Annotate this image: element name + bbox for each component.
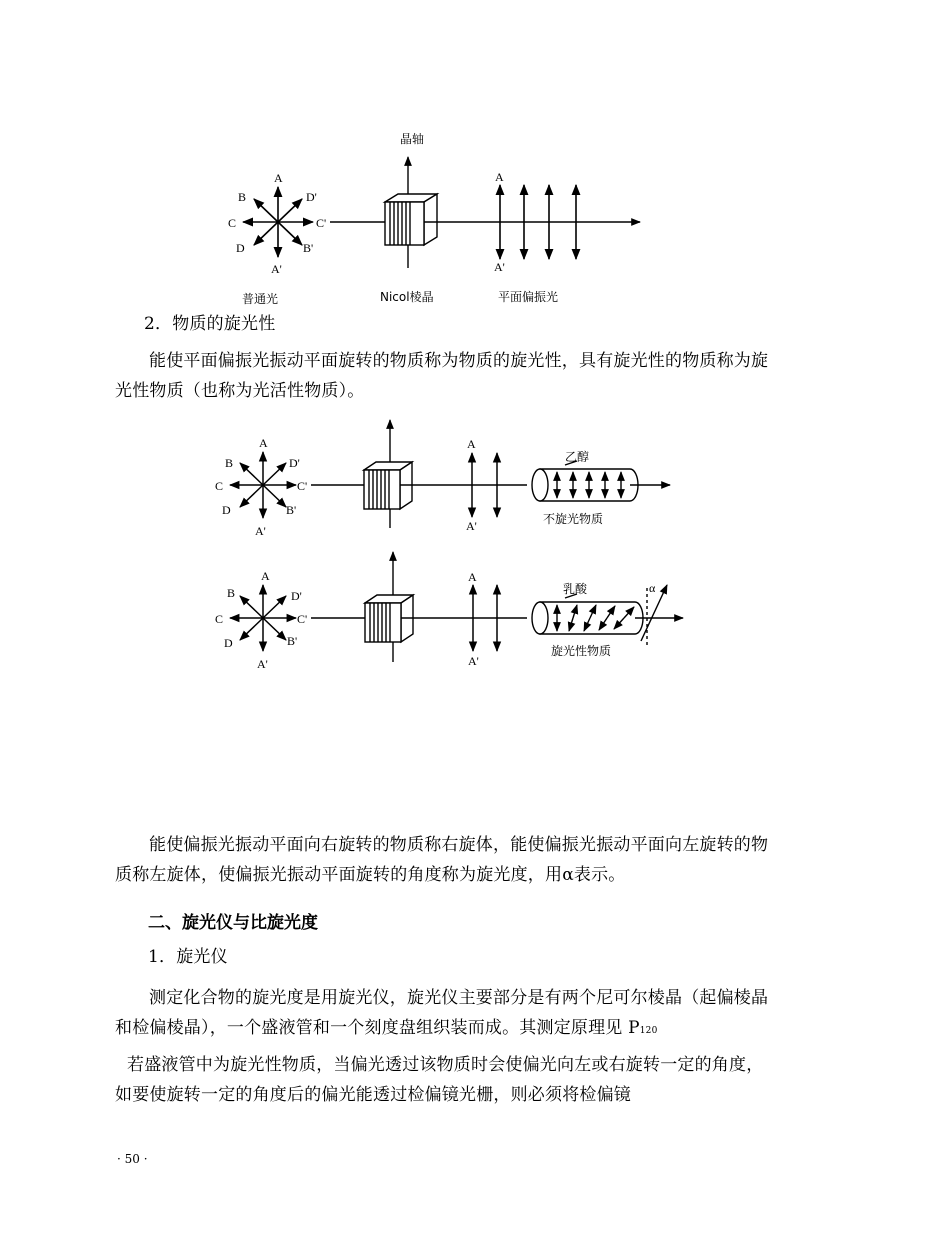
r1-label-A2: A' [255, 524, 266, 538]
tube-ethanol [532, 461, 670, 501]
r1-label-B2: B' [286, 503, 297, 517]
r1-label-B: B [225, 456, 234, 470]
prism-row1 [311, 420, 527, 528]
r2-label-B: B [227, 586, 236, 600]
label-D: D [236, 241, 245, 255]
r1-label-D: D [222, 503, 231, 517]
vib-label-top: A [495, 170, 504, 184]
non-optical-label: 不旋光物质 [543, 512, 604, 526]
r1-label-A: A [259, 436, 268, 450]
page-number: · 50 · [117, 1152, 148, 1166]
label-B2: B' [303, 241, 314, 255]
page-reference: 120 [639, 1026, 658, 1036]
r2-label-D2: D' [291, 589, 302, 603]
subsection-title-polarimeter: 1．旋光仪 [148, 947, 228, 967]
r2-label-A: A [261, 569, 270, 583]
paragraph-polarimeter-text: 测定化合物的旋光度是用旋光仪，旋光仪主要部分是有两个尼可尔棱晶（起偏棱晶和检偏棱晶），一个盛液管和一个刻度盘组织装而成。其测定原理见 P [115, 988, 769, 1038]
label-C: C [228, 216, 237, 230]
paragraph-optical-activity: 能使平面偏振光振动平面旋转的物质称为物质的旋光性，具有旋光性的物质称为旋光性物质（也称为光活性物质）。 [115, 351, 769, 401]
nicol-prism-label: Nicol棱晶 [380, 290, 434, 304]
lactic-acid-label: 乳酸 [563, 582, 588, 596]
vib-label-bottom: A' [494, 260, 505, 274]
r2-label-C2: C' [297, 612, 308, 626]
optical-label: 旋光性物质 [551, 644, 612, 658]
r1-vib-bottom: A' [466, 519, 477, 533]
r1-label-C: C [215, 479, 224, 493]
ordinary-light-label: 普通光 [242, 292, 279, 306]
r2-label-B2: B' [287, 634, 298, 648]
ethanol-label: 乙醇 [565, 450, 590, 464]
nicol-prism [330, 157, 640, 268]
section-heading-polarimeter: 二、旋光仪与比旋光度 [148, 913, 318, 933]
alpha-label: α [649, 581, 656, 595]
r2-vib-bottom: A' [468, 654, 479, 668]
paragraph-rotation: 能使偏振光振动平面向右旋转的物质称右旋体，能使偏振光振动平面向左旋转的物质称左旋体，使偏振光振动平面旋转的角度称为旋光度，用α表示。 [115, 835, 769, 885]
figure-polarization [210, 125, 660, 310]
plane-polarized-label: 平面偏振光 [498, 290, 559, 304]
figure-optical-rotation [205, 415, 695, 680]
label-A: A [274, 171, 283, 185]
r1-label-C2: C' [297, 479, 308, 493]
crystal-axis-label: 晶轴 [400, 132, 425, 146]
label-D2: D' [306, 190, 317, 204]
r2-label-C: C [215, 612, 224, 626]
prism-row2 [311, 552, 527, 662]
r2-label-D: D [224, 636, 233, 650]
label-A2: A' [271, 262, 282, 276]
section-title-optical-activity: 2．物质的旋光性 [144, 314, 276, 334]
paragraph-polarimeter [115, 983, 777, 1046]
label-C2: C' [316, 216, 327, 230]
r1-label-D2: D' [289, 456, 300, 470]
r1-vib-top: A [467, 437, 476, 451]
r2-label-A2: A' [257, 657, 268, 671]
label-B: B [238, 190, 247, 204]
r2-vib-top: A [468, 570, 477, 584]
paragraph-analyzer: 若盛液管中为旋光性物质，当偏光透过该物质时会使偏光向左或右旋转一定的角度，如要使旋转一定的角度后的偏光能透过检偏镜光栅，则必须将检偏镜 [115, 1055, 764, 1105]
